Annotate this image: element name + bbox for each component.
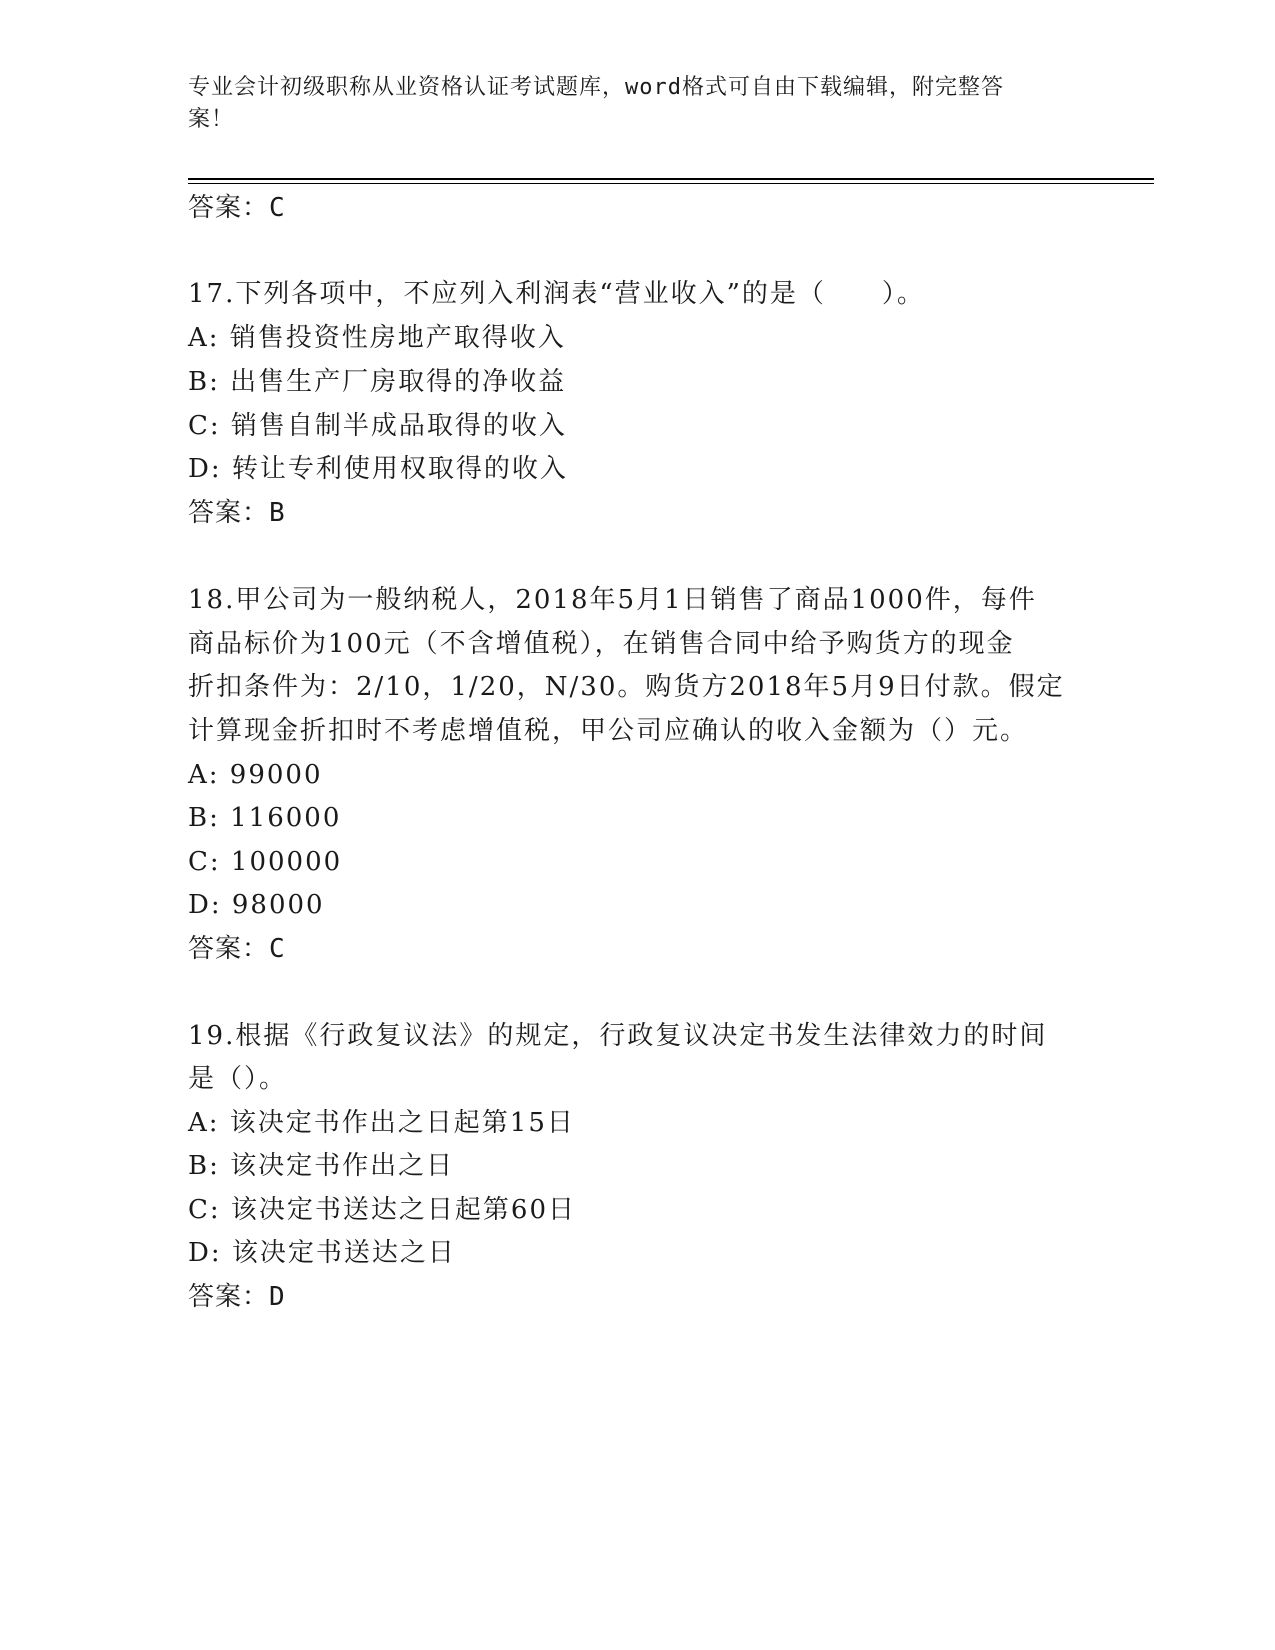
question-18-option-a: A: 99000 <box>188 760 323 790</box>
header-line-1: 专业会计初级职称从业资格认证考试题库，word格式可自由下载编辑，附完整答 <box>188 75 1004 100</box>
header-divider-thin <box>188 183 1154 184</box>
question-18-answer: 答案：C <box>188 934 286 964</box>
answer-line: 答案：C <box>188 193 286 223</box>
header-divider-thick <box>188 178 1154 180</box>
question-17-option-d: D: 转让专利使用权取得的收入 <box>188 454 568 484</box>
question-17-option-a: A: 销售投资性房地产取得收入 <box>188 323 566 353</box>
question-17-text: 17.下列各项中，不应列入利润表“营业收入”的是（ ）。 <box>188 279 925 309</box>
question-17-option-c: C: 销售自制半成品取得的收入 <box>188 411 567 441</box>
question-18-option-d: D: 98000 <box>188 890 325 920</box>
question-19-text-line-1: 19.根据《行政复议法》的规定，行政复议决定书发生法律效力的时间 <box>188 1021 1048 1051</box>
question-19-option-d: D: 该决定书送达之日 <box>188 1238 456 1268</box>
question-18-option-c: C: 100000 <box>188 847 343 877</box>
question-17-option-b: B: 出售生产厂房取得的净收益 <box>188 367 567 397</box>
question-19-answer: 答案：D <box>188 1282 286 1312</box>
question-17-answer: 答案：B <box>188 498 286 528</box>
question-19-option-c: C: 该决定书送达之日起第60日 <box>188 1195 577 1225</box>
question-19-option-b: B: 该决定书作出之日 <box>188 1151 455 1181</box>
header-line-2: 案！ <box>188 107 235 132</box>
question-18-text-line-3: 折扣条件为：2/10，1/20，N/30。购货方2018年5月9日付款。假定 <box>188 672 1065 702</box>
question-18-option-b: B: 116000 <box>188 803 342 833</box>
document-header <box>188 72 1068 136</box>
question-19-option-a: A: 该决定书作出之日起第15日 <box>188 1108 575 1138</box>
question-18-text-line-4: 计算现金折扣时不考虑增值税，甲公司应确认的收入金额为（）元。 <box>188 716 1029 746</box>
question-18-text-line-2: 商品标价为100元（不含增值税），在销售合同中给予购货方的现金 <box>188 629 1015 659</box>
question-19-text-line-2: 是（）。 <box>188 1064 288 1094</box>
question-18-text-line-1: 18.甲公司为一般纳税人，2018年5月1日销售了商品1000件，每件 <box>188 585 1037 615</box>
